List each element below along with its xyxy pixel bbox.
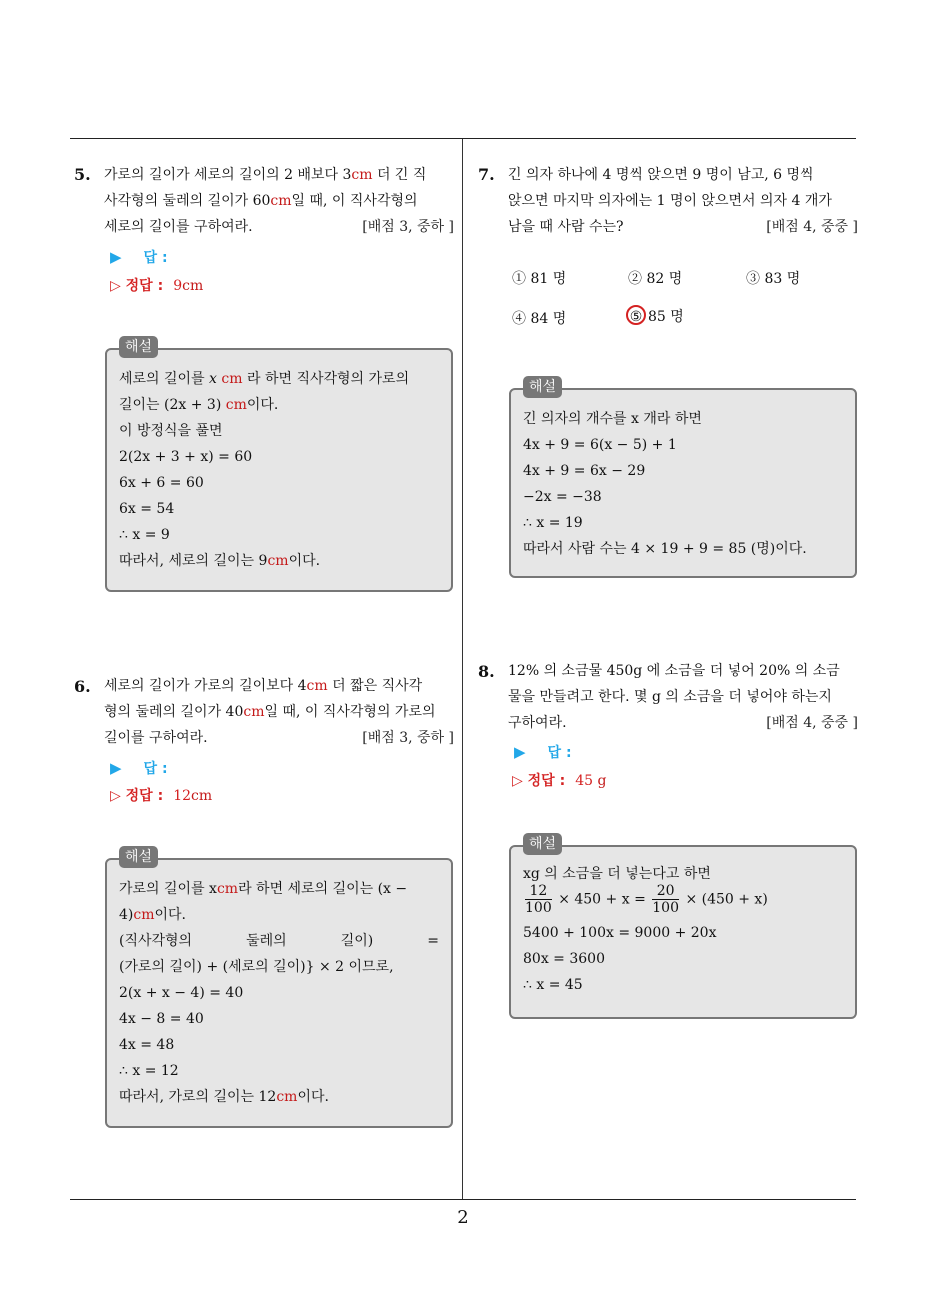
- fraction-20-100: $\frac{20}{100}$: [652, 883, 679, 916]
- selected-mark-icon: ⑤: [626, 305, 646, 325]
- q8-explain-tag: 해설: [523, 833, 562, 855]
- q6-meta: [배점 3, 중하 ]: [362, 730, 454, 746]
- fraction-12-100: $\frac{12}{100}$: [525, 883, 552, 916]
- q5-answer-row: ▶ 답 :: [110, 248, 168, 266]
- bottom-rule: [70, 1199, 856, 1200]
- q8-meta: [배점 4, 중중 ]: [766, 715, 858, 731]
- q5-correct-row: ▷ 정답 : 9cm: [110, 278, 204, 294]
- outline-play-icon: ▷: [110, 788, 121, 804]
- top-rule: [70, 138, 856, 139]
- q8-text: 12% 의 소금물 450g 에 소금을 더 넣어 20% 의 소금 물을 만들려고 한다. 몇 g 의 소금을 더 넣어야 하는지 구하여라. [배점 4, 중중 ]: [508, 658, 858, 736]
- column-divider: [462, 139, 463, 1199]
- page-number: 2: [457, 1207, 469, 1228]
- q5-explanation-box: 세로의 길이를 x cm 라 하면 직사각형의 가로의 길이는 (2x + 3) cm이다. 이 방정식을 풀면 2(2x + 3 + x) = 60 6x + 6 = 60 6x = 54 ∴ x = 9 따라서, 세로의 길이는 9cm이다.: [105, 348, 453, 592]
- play-icon: ▶: [514, 743, 526, 761]
- q8-answer-row: ▶ 답 :: [514, 743, 572, 761]
- q7-text: 긴 의자 하나에 4 명씩 앉으면 9 명이 남고, 6 명씩 앉으면 마지막 의자에는 1 명이 앉으면서 의자 4 개가 남을 때 사람 수는? [배점 4, 중중 ]: [508, 162, 858, 240]
- q6-explain-tag: 해설: [119, 846, 158, 868]
- q6-correct-row: ▷ 정답 : 12cm: [110, 788, 213, 804]
- q5-explain-tag: 해설: [119, 336, 158, 358]
- q7-choice-1[interactable]: ① 81 명: [512, 271, 567, 287]
- q8-correct-row: ▷ 정답 : 45 g: [512, 773, 607, 789]
- q7-choice-4[interactable]: ④ 84 명: [512, 311, 567, 327]
- q7-choice-3[interactable]: ③ 83 명: [746, 271, 801, 287]
- q5-number: 5.: [74, 165, 91, 184]
- q6-text: 세로의 길이가 가로의 길이보다 4cm 더 짧은 직사각 형의 둘레의 길이가 40cm일 때, 이 직사각형의 가로의 길이를 구하여라. [배점 3, 중하 ]: [104, 673, 454, 751]
- outline-play-icon: ▷: [512, 773, 523, 789]
- q5-meta: [배점 3, 중하 ]: [362, 219, 454, 235]
- q6-answer-row: ▶ 답 :: [110, 759, 168, 777]
- outline-play-icon: ▷: [110, 278, 121, 294]
- q8-number: 8.: [478, 662, 495, 681]
- play-icon: ▶: [110, 248, 122, 266]
- q5-text: 가로의 길이가 세로의 길이의 2 배보다 3cm 더 긴 직 사각형의 둘레의 길이가 60cm일 때, 이 직사각형의 세로의 길이를 구하여라. [배점 3, 중하 ]: [104, 162, 454, 240]
- q7-number: 7.: [478, 165, 495, 184]
- q6-explanation-box: 가로의 길이를 xcm라 하면 세로의 길이는 (x − 4)cm이다. (직사각형의 둘레의 길이) = (가로의 길이) + (세로의 길이)} × 2 이므로, 2(x + x − 4) = 40 4x − 8 = 40 4x = 48 ∴ x = 12 따라서, 가로의 길이는 12cm이다.: [105, 858, 453, 1128]
- q7-explanation-box: 긴 의자의 개수를 x 개라 하면 4x + 9 = 6(x − 5) + 1 4x + 9 = 6x − 29 −2x = −38 ∴ x = 19 따라서 사람 수는 4 × 19 + 9 = 85 (명)이다.: [509, 388, 857, 578]
- play-icon: ▶: [110, 759, 122, 777]
- q6-number: 6.: [74, 677, 91, 696]
- q7-explain-tag: 해설: [523, 376, 562, 398]
- q7-choice-2[interactable]: ② 82 명: [628, 271, 683, 287]
- q7-choice-5[interactable]: ⑤ 85 명: [626, 305, 684, 326]
- q8-explanation-box: xg 의 소금을 더 넣는다고 하면 $\frac{12}{100}$ × 450 + x = $\frac{20}{100}$ × (450 + x) 5400 + 100x = 9000 + 20x 80x = 3600 ∴ x = 45: [509, 845, 857, 1019]
- q7-meta: [배점 4, 중중 ]: [766, 219, 858, 235]
